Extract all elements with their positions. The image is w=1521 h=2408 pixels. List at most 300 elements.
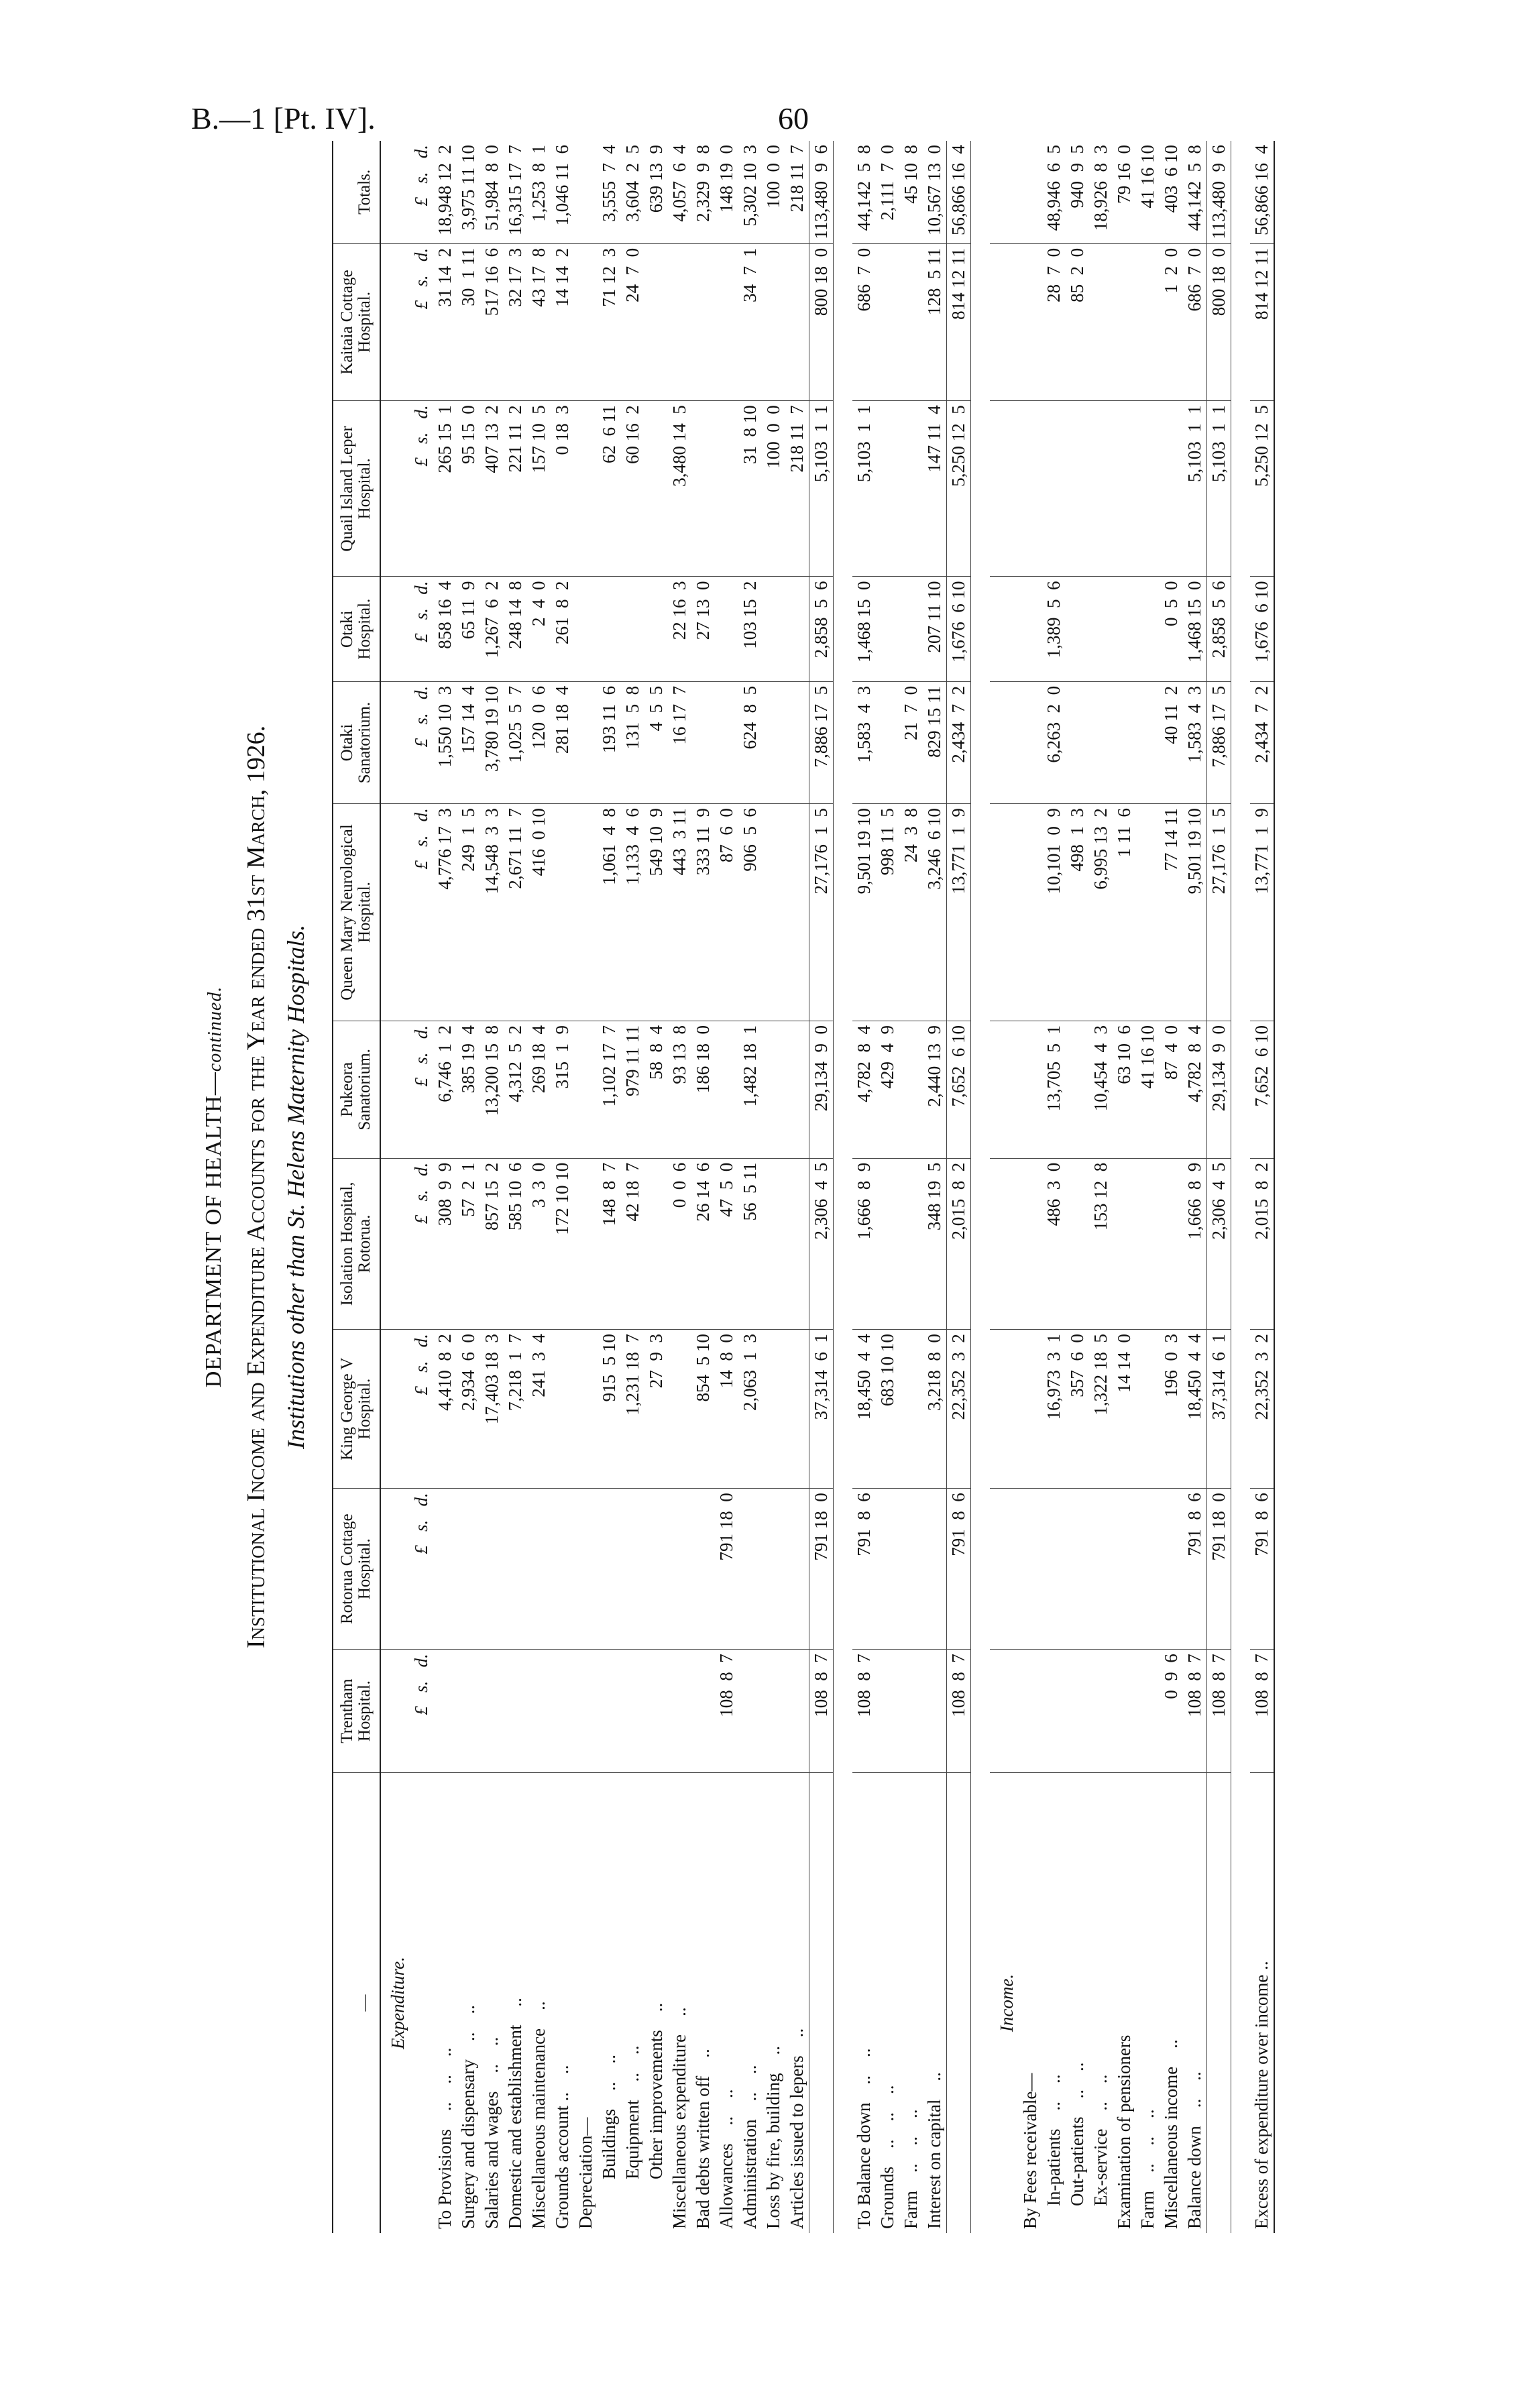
amount-cell bbox=[1019, 1158, 1042, 1329]
table-row bbox=[1113, 141, 1136, 2233]
amount-cell: 248 14 8 bbox=[504, 577, 527, 681]
amount-cell: 1,025 5 7 bbox=[504, 681, 527, 803]
amount-cell: 32 17 3 bbox=[504, 243, 527, 400]
total-cell: 814 12 11 bbox=[946, 243, 970, 400]
amount-cell: 85 2 0 bbox=[1066, 243, 1089, 400]
amount-cell bbox=[1113, 401, 1136, 577]
empty-cell bbox=[990, 1650, 1019, 1773]
amount-cell: 14 14 2 bbox=[551, 243, 574, 400]
currency-units: £ s. d. bbox=[410, 681, 433, 803]
amount-cell bbox=[574, 401, 598, 577]
amount-cell bbox=[1089, 1650, 1113, 1773]
row-label: Out-patients .. .. bbox=[1066, 2062, 1087, 2206]
amount-cell bbox=[762, 243, 785, 400]
amount-cell bbox=[1042, 1650, 1066, 1773]
amount-cell: 1,061 4 8 bbox=[598, 804, 621, 1021]
report-reference: B.—1 [Pt. IV]. bbox=[191, 101, 376, 135]
amount-cell: 95 15 0 bbox=[457, 401, 480, 577]
amount-cell: 157 14 4 bbox=[457, 681, 480, 803]
amount-cell bbox=[1019, 1650, 1042, 1773]
amount-cell: 2,015 8 2 bbox=[1250, 1158, 1274, 1329]
amount-cell: 1,389 5 6 bbox=[1042, 577, 1066, 681]
amount-cell: 6,746 1 2 bbox=[433, 1021, 457, 1158]
amount-cell: 108 8 7 bbox=[1250, 1650, 1274, 1773]
amount-cell bbox=[691, 1489, 715, 1650]
column-header-5: Queen Mary Neurological Hospital. bbox=[333, 804, 380, 1021]
total-cell: 5,103 1 1 bbox=[1206, 401, 1231, 577]
amount-cell: 31 8 10 bbox=[738, 401, 762, 577]
table-row bbox=[762, 141, 785, 2233]
amount-cell: 403 6 10 bbox=[1160, 141, 1183, 243]
amount-cell bbox=[644, 577, 668, 681]
amount-cell bbox=[1089, 401, 1113, 577]
total-cell: 13,771 1 9 bbox=[946, 804, 970, 1021]
amount-cell bbox=[621, 1650, 644, 1773]
table-row bbox=[410, 141, 433, 2233]
empty-cell bbox=[990, 1330, 1019, 1489]
row-label: Examination of pensioners bbox=[1113, 2034, 1134, 2229]
amount-cell: 51,984 8 0 bbox=[480, 141, 504, 243]
amount-cell bbox=[621, 1489, 644, 1650]
row-label: Allowances .. .. bbox=[716, 2089, 736, 2229]
amount-cell: 1,583 4 3 bbox=[1183, 681, 1207, 803]
amount-cell: 4,057 6 4 bbox=[668, 141, 691, 243]
amount-cell: 4 5 5 bbox=[644, 681, 668, 803]
amount-cell bbox=[715, 577, 738, 681]
table-row bbox=[1160, 141, 1183, 2233]
amount-cell bbox=[1113, 243, 1136, 400]
amount-cell: 48,946 6 5 bbox=[1042, 141, 1066, 243]
amount-cell bbox=[1019, 1021, 1042, 1158]
amount-cell: 979 11 11 bbox=[621, 1021, 644, 1158]
amount-cell: 4,782 8 4 bbox=[1183, 1021, 1207, 1158]
empty-cell bbox=[380, 141, 410, 243]
currency-units: £ s. d. bbox=[410, 243, 433, 400]
amount-cell bbox=[876, 401, 899, 577]
empty-cell bbox=[380, 243, 410, 400]
empty-cell bbox=[380, 681, 410, 803]
amount-cell bbox=[598, 1650, 621, 1773]
amount-cell bbox=[551, 1650, 574, 1773]
amount-cell: 87 6 0 bbox=[715, 804, 738, 1021]
amount-cell: 14,548 3 3 bbox=[480, 804, 504, 1021]
amount-cell: 13,771 1 9 bbox=[1250, 804, 1274, 1021]
amount-cell bbox=[876, 1489, 899, 1650]
amount-cell: 41 16 10 bbox=[1136, 141, 1160, 243]
amount-cell bbox=[574, 1330, 598, 1489]
empty-cell bbox=[380, 1330, 410, 1489]
amount-cell: 18,948 12 2 bbox=[433, 141, 457, 243]
currency-units: £ s. d. bbox=[410, 804, 433, 1021]
row-label: Other improvements .. bbox=[645, 2002, 666, 2179]
table-row bbox=[738, 141, 762, 2233]
total-cell: 2,858 5 6 bbox=[1206, 577, 1231, 681]
column-header-6: Otaki Sanatorium. bbox=[333, 681, 380, 803]
amount-cell bbox=[762, 681, 785, 803]
amount-cell: 639 13 9 bbox=[644, 141, 668, 243]
accounts-table bbox=[332, 141, 1275, 2233]
amount-cell: 27 9 3 bbox=[644, 1330, 668, 1489]
total-cell: 2,015 8 2 bbox=[946, 1158, 970, 1329]
table-row bbox=[574, 141, 598, 2233]
table-row bbox=[504, 141, 527, 2233]
amount-cell bbox=[574, 804, 598, 1021]
amount-cell bbox=[1042, 1489, 1066, 1650]
amount-cell: 2,329 9 8 bbox=[691, 141, 715, 243]
amount-cell: 100 0 0 bbox=[762, 401, 785, 577]
currency-units: £ s. d. bbox=[410, 577, 433, 681]
amount-cell: 416 0 10 bbox=[527, 804, 551, 1021]
amount-cell: 1,666 8 9 bbox=[852, 1158, 876, 1329]
amount-cell bbox=[1066, 681, 1089, 803]
table-row bbox=[380, 141, 410, 2233]
amount-cell: 153 12 8 bbox=[1089, 1158, 1113, 1329]
amount-cell: 17,403 18 3 bbox=[480, 1330, 504, 1489]
amount-cell: 16 17 7 bbox=[668, 681, 691, 803]
amount-cell bbox=[899, 1021, 923, 1158]
amount-cell bbox=[785, 1158, 809, 1329]
amount-cell: 63 10 6 bbox=[1113, 1021, 1136, 1158]
table-title: Institutional Income and Expenditure Accounts for the Year ended 31st March, 1926. bbox=[242, 725, 270, 1649]
amount-cell bbox=[1019, 1330, 1042, 1489]
amount-cell: 218 11 7 bbox=[785, 401, 809, 577]
table-row bbox=[644, 141, 668, 2233]
amount-cell: 28 7 0 bbox=[1042, 243, 1066, 400]
row-label: Buildings .. .. bbox=[598, 2054, 619, 2179]
amount-cell bbox=[574, 1158, 598, 1329]
amount-cell bbox=[1136, 243, 1160, 400]
amount-cell: 5,302 10 3 bbox=[738, 141, 762, 243]
amount-cell bbox=[457, 1650, 480, 1773]
amount-cell: 549 10 9 bbox=[644, 804, 668, 1021]
table-row bbox=[480, 141, 504, 2233]
table-row bbox=[946, 141, 970, 2233]
amount-cell bbox=[785, 804, 809, 1021]
amount-cell bbox=[691, 1650, 715, 1773]
total-label bbox=[1206, 1773, 1231, 2234]
amount-cell bbox=[691, 243, 715, 400]
currency-units: £ s. d. bbox=[410, 1330, 433, 1489]
amount-cell bbox=[1160, 1158, 1183, 1329]
empty-cell bbox=[380, 1158, 410, 1329]
amount-cell: 108 8 7 bbox=[715, 1650, 738, 1773]
amount-cell: 207 11 10 bbox=[923, 577, 947, 681]
amount-cell bbox=[1066, 577, 1089, 681]
amount-cell bbox=[785, 577, 809, 681]
amount-cell: 517 16 6 bbox=[480, 243, 504, 400]
spacer bbox=[833, 141, 852, 2233]
amount-cell: 0 5 0 bbox=[1160, 577, 1183, 681]
total-cell: 37,314 6 1 bbox=[1206, 1330, 1231, 1489]
page-number: 60 bbox=[778, 101, 809, 135]
column-header-4: Pukeora Sanatorium. bbox=[333, 1021, 380, 1158]
table-row bbox=[668, 141, 691, 2233]
amount-cell bbox=[668, 243, 691, 400]
amount-cell: 1 11 6 bbox=[1113, 804, 1136, 1021]
amount-cell bbox=[785, 1650, 809, 1773]
amount-cell: 915 5 10 bbox=[598, 1330, 621, 1489]
table-row bbox=[1019, 141, 1042, 2233]
amount-cell: 624 8 5 bbox=[738, 681, 762, 803]
amount-cell: 148 19 0 bbox=[715, 141, 738, 243]
amount-cell bbox=[715, 681, 738, 803]
row-label: Miscellaneous expenditure .. bbox=[669, 2007, 689, 2229]
amount-cell: 857 15 2 bbox=[480, 1158, 504, 1329]
amount-cell bbox=[899, 1650, 923, 1773]
amount-cell: 4,776 17 3 bbox=[433, 804, 457, 1021]
spacer bbox=[1231, 141, 1250, 2233]
table-row bbox=[1206, 141, 1231, 2233]
empty-cell bbox=[380, 577, 410, 681]
amount-cell bbox=[1136, 401, 1160, 577]
row-label: Loss by fire, building .. bbox=[763, 2046, 783, 2229]
amount-cell: 10,567 13 0 bbox=[923, 141, 947, 243]
amount-cell: 854 5 10 bbox=[691, 1330, 715, 1489]
amount-cell: 686 7 0 bbox=[1183, 243, 1207, 400]
amount-cell: 147 11 4 bbox=[923, 401, 947, 577]
amount-cell bbox=[762, 1650, 785, 1773]
amount-cell: 1,468 15 0 bbox=[852, 577, 876, 681]
amount-cell: 348 19 5 bbox=[923, 1158, 947, 1329]
column-header-row bbox=[333, 141, 380, 2233]
amount-cell: 79 16 0 bbox=[1113, 141, 1136, 243]
amount-cell: 6,263 2 0 bbox=[1042, 681, 1066, 803]
amount-cell: 131 5 8 bbox=[621, 681, 644, 803]
amount-cell bbox=[876, 1650, 899, 1773]
amount-cell: 3,246 6 10 bbox=[923, 804, 947, 1021]
amount-cell: 3,480 14 5 bbox=[668, 401, 691, 577]
amount-cell bbox=[668, 1650, 691, 1773]
empty-cell bbox=[380, 401, 410, 577]
column-header-3: Isolation Hospital, Rotorua. bbox=[333, 1158, 380, 1329]
currency-units: £ s. d. bbox=[410, 1021, 433, 1158]
amount-cell: 18,926 8 3 bbox=[1089, 141, 1113, 243]
currency-units: £ s. d. bbox=[410, 401, 433, 577]
table-row bbox=[785, 141, 809, 2233]
rotated-table-page bbox=[201, 141, 1435, 2233]
table-row bbox=[923, 141, 947, 2233]
empty-cell bbox=[990, 401, 1019, 577]
table-row bbox=[433, 141, 457, 2233]
table-row bbox=[990, 141, 1019, 2233]
amount-cell bbox=[785, 1330, 809, 1489]
amount-cell bbox=[1019, 1489, 1042, 1650]
amount-cell bbox=[1089, 243, 1113, 400]
section-heading: Expenditure. bbox=[387, 1957, 408, 2049]
amount-cell bbox=[1019, 141, 1042, 243]
amount-cell: 1,253 8 1 bbox=[527, 141, 551, 243]
amount-cell bbox=[574, 577, 598, 681]
amount-cell bbox=[1136, 1330, 1160, 1489]
amount-cell bbox=[574, 141, 598, 243]
amount-cell bbox=[574, 681, 598, 803]
amount-cell: 77 14 11 bbox=[1160, 804, 1183, 1021]
amount-cell: 40 11 2 bbox=[1160, 681, 1183, 803]
column-header-7: Otaki Hospital. bbox=[333, 577, 380, 681]
amount-cell: 47 5 0 bbox=[715, 1158, 738, 1329]
table-row bbox=[1183, 141, 1207, 2233]
amount-cell: 65 11 9 bbox=[457, 577, 480, 681]
amount-cell: 10,454 4 3 bbox=[1089, 1021, 1113, 1158]
amount-cell bbox=[899, 1330, 923, 1489]
amount-cell: 261 8 2 bbox=[551, 577, 574, 681]
amount-cell: 906 5 6 bbox=[738, 804, 762, 1021]
amount-cell: 16,315 17 7 bbox=[504, 141, 527, 243]
amount-cell: 13,200 15 8 bbox=[480, 1021, 504, 1158]
table-row bbox=[876, 141, 899, 2233]
amount-cell: 3 3 0 bbox=[527, 1158, 551, 1329]
amount-cell: 42 18 7 bbox=[621, 1158, 644, 1329]
amount-cell: 1,267 6 2 bbox=[480, 577, 504, 681]
row-label: In-patients .. .. bbox=[1043, 2074, 1064, 2206]
amount-cell bbox=[1113, 681, 1136, 803]
row-label: Miscellaneous income .. bbox=[1160, 2039, 1181, 2229]
empty-cell bbox=[380, 1650, 410, 1773]
amount-cell: 56 5 11 bbox=[738, 1158, 762, 1329]
table-row bbox=[527, 141, 551, 2233]
amount-cell: 791 8 6 bbox=[1183, 1489, 1207, 1650]
amount-cell: 26 14 6 bbox=[691, 1158, 715, 1329]
amount-cell: 56,866 16 4 bbox=[1250, 141, 1274, 243]
amount-cell bbox=[1019, 401, 1042, 577]
amount-cell: 486 3 0 bbox=[1042, 1158, 1066, 1329]
total-cell: 800 18 0 bbox=[1206, 243, 1231, 400]
amount-cell: 265 15 1 bbox=[433, 401, 457, 577]
amount-cell bbox=[644, 243, 668, 400]
amount-cell: 683 10 10 bbox=[876, 1330, 899, 1489]
empty-cell bbox=[990, 681, 1019, 803]
amount-cell bbox=[762, 804, 785, 1021]
amount-cell bbox=[1019, 243, 1042, 400]
amount-cell bbox=[762, 1021, 785, 1158]
amount-cell bbox=[762, 1330, 785, 1489]
amount-cell: 686 7 0 bbox=[852, 243, 876, 400]
total-cell: 7,652 6 10 bbox=[946, 1021, 970, 1158]
amount-cell: 44,142 5 8 bbox=[1183, 141, 1207, 243]
amount-cell: 100 0 0 bbox=[762, 141, 785, 243]
row-label: Interest on capital .. bbox=[923, 2072, 944, 2229]
amount-cell: 18,450 4 4 bbox=[1183, 1330, 1207, 1489]
amount-cell: 791 18 0 bbox=[715, 1489, 738, 1650]
amount-cell: 1,550 10 3 bbox=[433, 681, 457, 803]
amount-cell bbox=[923, 1650, 947, 1773]
amount-cell bbox=[668, 1489, 691, 1650]
amount-cell bbox=[433, 1489, 457, 1650]
currency-units: £ s. d. bbox=[410, 1158, 433, 1329]
amount-cell: 27 13 0 bbox=[691, 577, 715, 681]
amount-cell bbox=[1160, 401, 1183, 577]
total-cell: 22,352 3 2 bbox=[946, 1330, 970, 1489]
amount-cell: 1,468 15 0 bbox=[1183, 577, 1207, 681]
column-header-9: Kaitaia Cottage Hospital. bbox=[333, 243, 380, 400]
amount-cell: 43 17 8 bbox=[527, 243, 551, 400]
amount-cell bbox=[1136, 1489, 1160, 1650]
amount-cell: 4,312 5 2 bbox=[504, 1021, 527, 1158]
total-cell: 5,250 12 5 bbox=[946, 401, 970, 577]
row-label: Surgery and dispensary .. .. bbox=[457, 2005, 478, 2229]
amount-cell: 940 9 5 bbox=[1066, 141, 1089, 243]
column-header-0: Trentham Hospital. bbox=[333, 1650, 380, 1773]
amount-cell: 4,410 8 2 bbox=[433, 1330, 457, 1489]
amount-cell bbox=[644, 1158, 668, 1329]
empty-cell bbox=[990, 1158, 1019, 1329]
amount-cell: 7,652 6 10 bbox=[1250, 1021, 1274, 1158]
amount-cell: 45 10 8 bbox=[899, 141, 923, 243]
amount-cell: 7,218 1 7 bbox=[504, 1330, 527, 1489]
table-row bbox=[551, 141, 574, 2233]
amount-cell: 814 12 11 bbox=[1250, 243, 1274, 400]
department-continued: continued. bbox=[205, 986, 225, 1072]
amount-cell bbox=[551, 804, 574, 1021]
amount-cell: 108 8 7 bbox=[852, 1650, 876, 1773]
amount-cell: 41 16 10 bbox=[1136, 1021, 1160, 1158]
table-row bbox=[598, 141, 621, 2233]
amount-cell: 10,101 0 9 bbox=[1042, 804, 1066, 1021]
amount-cell: 429 4 9 bbox=[876, 1021, 899, 1158]
column-header-1: Rotorua Cottage Hospital. bbox=[333, 1489, 380, 1650]
amount-cell bbox=[1066, 401, 1089, 577]
label-column-header: — bbox=[333, 1773, 380, 2234]
amount-cell: 249 1 5 bbox=[457, 804, 480, 1021]
total-cell: 108 8 7 bbox=[809, 1650, 833, 1773]
empty-cell bbox=[990, 1021, 1019, 1158]
total-cell: 2,306 4 5 bbox=[809, 1158, 833, 1329]
amount-cell: 1 2 0 bbox=[1160, 243, 1183, 400]
amount-cell: 193 11 6 bbox=[598, 681, 621, 803]
total-cell: 7,886 17 5 bbox=[1206, 681, 1231, 803]
amount-cell: 281 18 4 bbox=[551, 681, 574, 803]
total-cell: 37,314 6 1 bbox=[809, 1330, 833, 1489]
row-label: Ex-service .. .. bbox=[1090, 2074, 1111, 2206]
amount-cell: 1,322 18 5 bbox=[1089, 1330, 1113, 1489]
row-label: To Balance down .. .. bbox=[853, 2048, 874, 2229]
amount-cell: 3,218 8 0 bbox=[923, 1330, 947, 1489]
amount-cell bbox=[574, 243, 598, 400]
amount-cell: 3,975 11 10 bbox=[457, 141, 480, 243]
section-heading: Income. bbox=[996, 1973, 1017, 2032]
empty-cell bbox=[990, 1489, 1019, 1650]
amount-cell bbox=[598, 577, 621, 681]
amount-cell: 186 18 0 bbox=[691, 1021, 715, 1158]
department-heading bbox=[201, 141, 227, 2233]
amount-cell: 791 8 6 bbox=[1250, 1489, 1274, 1650]
empty-cell bbox=[990, 804, 1019, 1021]
amount-cell bbox=[480, 1650, 504, 1773]
amount-cell bbox=[1160, 1489, 1183, 1650]
row-label: Miscellaneous maintenance .. bbox=[528, 2001, 549, 2229]
amount-cell: 60 16 2 bbox=[621, 401, 644, 577]
amount-cell: 5,103 1 1 bbox=[1183, 401, 1207, 577]
amount-cell bbox=[762, 1158, 785, 1329]
amount-cell: 2,063 1 3 bbox=[738, 1330, 762, 1489]
empty-cell bbox=[990, 243, 1019, 400]
amount-cell: 120 0 6 bbox=[527, 681, 551, 803]
table-row bbox=[691, 141, 715, 2233]
amount-cell bbox=[1136, 1650, 1160, 1773]
department-name: DEPARTMENT OF HEALTH— bbox=[201, 1072, 226, 1388]
row-label: Equipment .. .. bbox=[622, 2045, 642, 2179]
amount-cell: 71 12 3 bbox=[598, 243, 621, 400]
amount-cell: 3,604 2 5 bbox=[621, 141, 644, 243]
amount-cell: 269 18 4 bbox=[527, 1021, 551, 1158]
amount-cell bbox=[876, 681, 899, 803]
total-cell: 29,134 9 0 bbox=[809, 1021, 833, 1158]
amount-cell bbox=[1066, 1158, 1089, 1329]
total-cell: 113,480 9 6 bbox=[809, 141, 833, 243]
amount-cell: 2,934 6 0 bbox=[457, 1330, 480, 1489]
amount-cell: 22 16 3 bbox=[668, 577, 691, 681]
amount-cell: 1,046 11 6 bbox=[551, 141, 574, 243]
